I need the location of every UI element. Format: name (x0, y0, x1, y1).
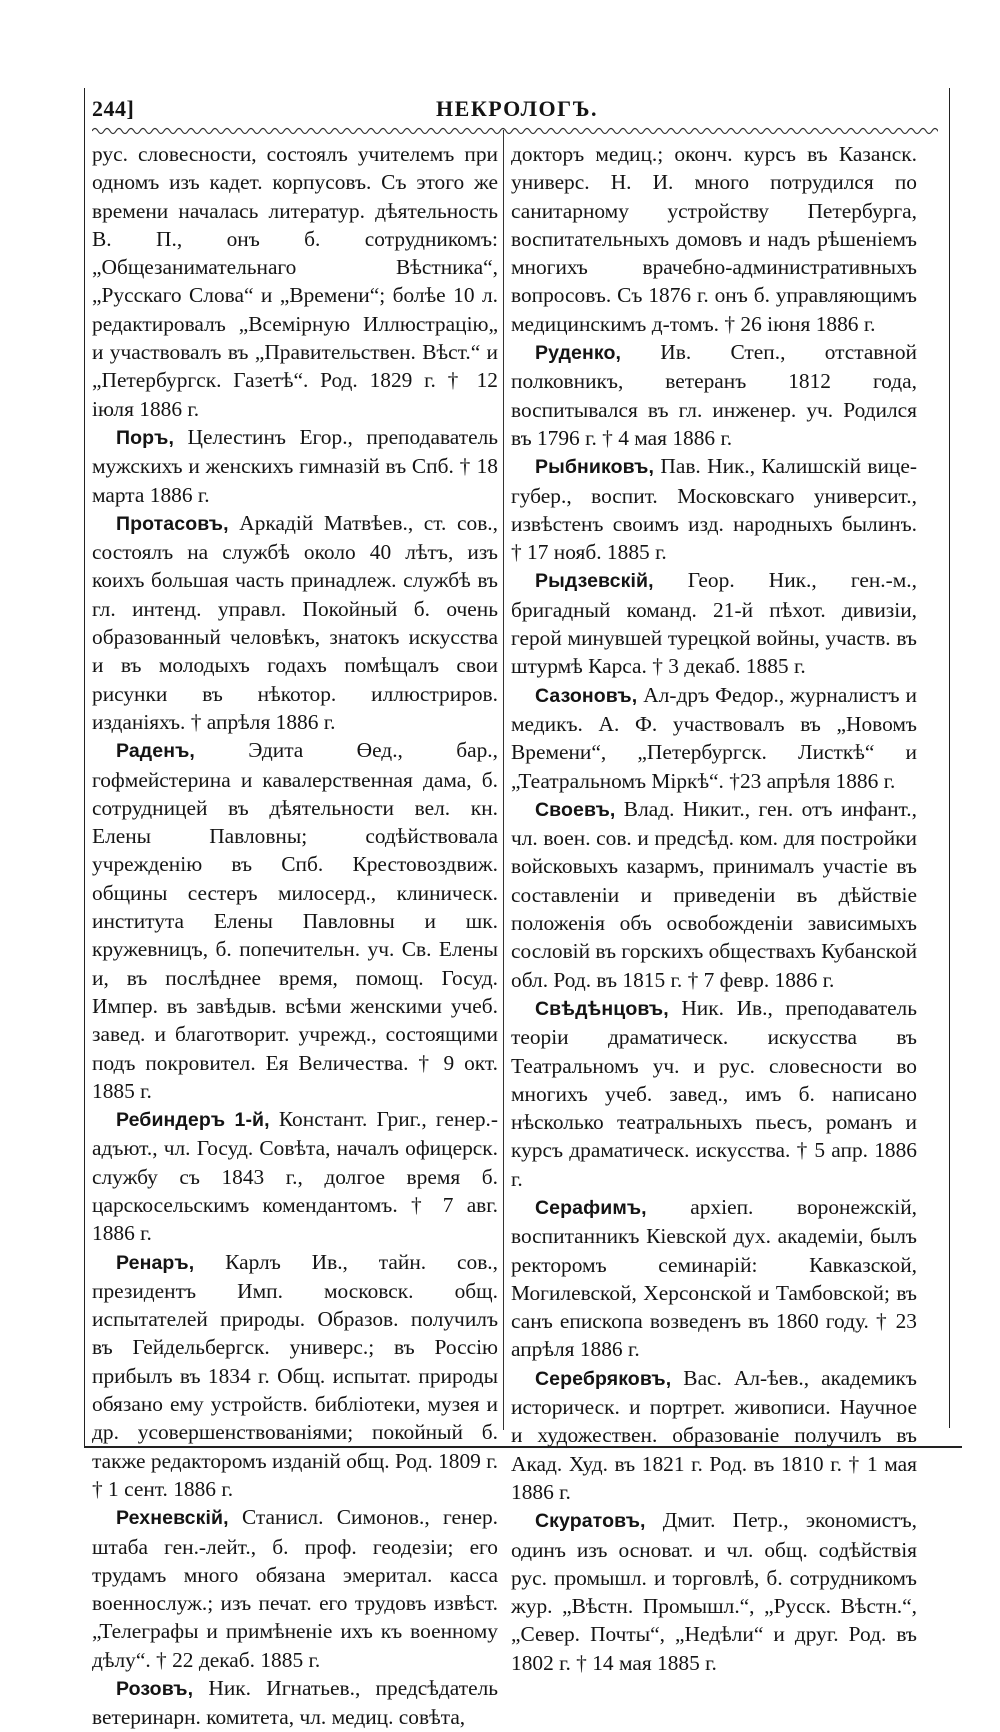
entry-name: Ренаръ, (116, 1251, 195, 1274)
page-number: 244] (92, 96, 135, 121)
entry-text: Ник. Ив., преподаватель теоріи драматическ. искусства въ Театральномъ уч. и рус. словесности во многихъ учеб. завед., имъ б. написано нѣсколько театральныхъ пьесъ, романъ и курсъ драматическ. искусства. † 5 апр. 1886 г. (511, 995, 917, 1191)
obituary-entry (92, 423, 498, 509)
entry-name: Серебряковъ, (535, 1367, 672, 1390)
running-title: НЕКРОЛОГЪ. (436, 96, 598, 121)
entry-text: Ник. Игнатьев., предсѣдатель ветеринарн. комитета, чл. медиц. совѣта, (92, 1676, 498, 1730)
entry-name: Серафимъ, (535, 1196, 647, 1219)
entry-name: Рыдзевскій, (535, 570, 654, 593)
entry-text: Ив. Степ., отставной полковникъ, ветеранъ 1812 года, воспитывался въ гл. инженер. уч. Родился въ 1796 г. † 4 мая 1886 г. (511, 340, 917, 450)
entry-text: Констант. Григ., генер.-адъют., чл. Госуд. Совѣта, началъ офицерск. службу съ 1843 г., долгое время б. царскосельскимъ комендантомъ. † 7 авг. 1886 г. (92, 1107, 498, 1246)
obituary-entry (511, 1364, 917, 1506)
entry-text: Геор. Ник., ген.-м., бригадный команд. 21-й пѣхот. дивизіи, герой минувшей турецкой войны, участв. въ штурмѣ Карса. † 3 декаб. 1885 г. (511, 568, 917, 679)
entry-name: Раденъ, (116, 740, 195, 763)
obituary-entry (92, 736, 498, 1105)
obituary-entry (92, 1503, 498, 1674)
obituary-entry (511, 994, 917, 1193)
obituary-entry (511, 452, 917, 566)
column-divider (503, 130, 504, 1430)
right-frame-rule (949, 88, 950, 1428)
obituary-entry (92, 1674, 498, 1732)
entry-continuation: докторъ медиц.; оконч. курсъ въ Казанск. универс. Н. И. много потрудился по санитарному устройству Петербурга, воспитательныхъ домовъ и надъ рѣшеніемъ многихъ врачебно-административныхъ вопросовъ. Съ 1876 г. онъ б. управляющимъ медицинскимъ д-томъ. † 26 іюня 1886 г. (511, 142, 917, 336)
entry-name: Сазоновъ, (535, 684, 638, 707)
entry-name: Рехневскій, (116, 1507, 229, 1530)
entry-name: Своевъ, (535, 798, 616, 821)
entry-text: Эдита Өед., бар., гофмейстерина и кавалерственная дама, б. сотрудницей въ дѣятельности вел. кн. Елены Павловны; содѣйствовала учрежденію въ Спб. Крестовоздвиж. общины сестеръ милосерд., клиническ. института Елены Павловны и шк. кружевницъ, б. попечительн. уч. Св. Елены и, въ послѣднее время, помощ. Госуд. Импер. въ завѣдыв. всѣми женскими учеб. завед. и благотворит. учрежд., состоящими подъ покровител. Ея Величества. † 9 окт. 1885 г. (92, 738, 498, 1103)
entry-text: Станисл. Симонов., генер. штаба ген.-лейт., б. проф. геодезіи; его трудамъ много обязана эмеритал. касса военнослуж.; изъ печат. его трудовъ извѣст. „Телеграфы и примѣненіе ихъ къ военному дѣлу“. † 22 декаб. 1885 г. (92, 1505, 498, 1672)
obituary-entry (92, 1248, 498, 1504)
entry-name: Скуратовъ, (535, 1510, 646, 1533)
wavy-header-rule (92, 124, 938, 138)
entry-name: Руденко, (535, 342, 621, 365)
obituary-entry (511, 795, 917, 994)
entry-name: Рыбниковъ, (535, 456, 655, 479)
entry-text: Карлъ Ив., тайн. сов., президентъ Имп. московск. общ. испытателей природы. Образов. получилъ въ Гейдельбергск. универс.; въ Россію прибылъ въ 1834 г. Общ. испытат. природы обязано ему устройств. библіотеки, музея и др. усовершенствованіями; покойный б. также редакторомъ изданій общ. Род. 1809 г. † 1 сент. 1886 г. (92, 1249, 498, 1501)
entry-text: архіеп. воронежскій, воспитанникъ Кіевской дух. академіи, былъ ректоромъ семинарій: Кавказской, Могилевской, Херсонской и Тамбовской; въ санъ епископа возведенъ въ 1860 году. † 23 апрѣля 1886 г. (511, 1194, 917, 1362)
obituary-entry (511, 1506, 917, 1677)
entry-continuation: рус. словесности, состоялъ учителемъ при одномъ изъ кадет. корпусовъ. Съ этого же времени началась литератур. дѣятельность В. П., онъ б. сотрудникомъ: „Общезанимательнаго Вѣстника“, „Русскаго Слова“ и „Времени“; болѣе 10 л. редактировалъ „Всемірную Иллюстрацію„ и участвовалъ въ „Правительствен. Вѣст.“ и „Петербургск. Газетѣ“. Род. 1829 г. † 12 іюля 1886 г. (92, 142, 498, 421)
entry-name: Протасовъ, (116, 512, 229, 535)
entry-name: Поръ, (116, 426, 174, 449)
obituary-entry (511, 681, 917, 795)
entry-text: Пав. Ник., Калишскій вице-губер., воспит. Московскаго университ., извѣстенъ своимъ изд. народныхъ былинъ. † 17 нояб. 1885 г. (511, 454, 917, 565)
obituary-entry (511, 338, 917, 452)
entry-name: Свѣдѣнцовъ, (535, 997, 669, 1020)
entry-name: Розовъ, (116, 1678, 194, 1701)
entry-text: Влад. Никит., ген. отъ инфант., чл. воен. сов. и предсѣд. ком. для постройки войсковыхъ казармъ, принималъ участіе въ составленіи и приведеніи въ дѣйствіе положенія объ освобожденіи зависимыхъ сословій въ горскихъ обществахъ Кубанской обл. Род. въ 1815 г. † 7 февр. 1886 г. (511, 796, 918, 992)
obituary-entry (92, 509, 498, 736)
entry-text: Дмит. Петр., экономистъ, одинъ изъ основат. и чл. общ. содѣйствія рус. промышл. и торговлѣ, б. сотрудникомъ жур. „Вѣстн. Промышл.“, „Русск. Вѣстн.“, „Север. Почты“, „Недѣли“ и друг. Род. въ 1802 г. † 14 мая 1885 г. (511, 1508, 917, 1675)
obituary-entry (511, 1193, 917, 1364)
obituary-entry (92, 1105, 498, 1247)
left-column (92, 140, 498, 1732)
obituary-entry (511, 566, 917, 680)
entry-text: Ал-дръ Федор., журналистъ и медикъ. А. Ф. участвовалъ въ „Новомъ Времени“, „Петербургск. Листкѣ“ и „Театральномъ Мiркѣ“. †23 апрѣля 1886 г. (511, 682, 917, 793)
entry-text: Целестинъ Егор., преподаватель мужскихъ и женскихъ гимназій въ Спб. † 18 марта 1886 г. (92, 424, 498, 507)
entry-text: Вас. Ал-ѣев., академикъ историческ. и портрет. живописи. Научное и художествен. образованіе получилъ въ Акад. Худ. въ 1821 г. Род. въ 1810 г. † 1 мая 1886 г. (511, 1365, 917, 1504)
entry-text: Аркадій Матвѣев., ст. сов., состоялъ на службѣ около 40 лѣтъ, изъ коихъ большая часть принадлеж. службѣ въ гл. интенд. управл. Покойный б. очень образованный человѣкъ, знатокъ искусства и въ молодыхъ годахъ помѣщалъ свои рисунки въ нѣкотор. иллюстриров. изданіяхъ. † апрѣля 1886 г. (92, 510, 498, 734)
entry-name: Ребиндеръ 1-й, (116, 1109, 270, 1132)
left-frame-rule (84, 88, 85, 1448)
right-column (511, 140, 917, 1677)
